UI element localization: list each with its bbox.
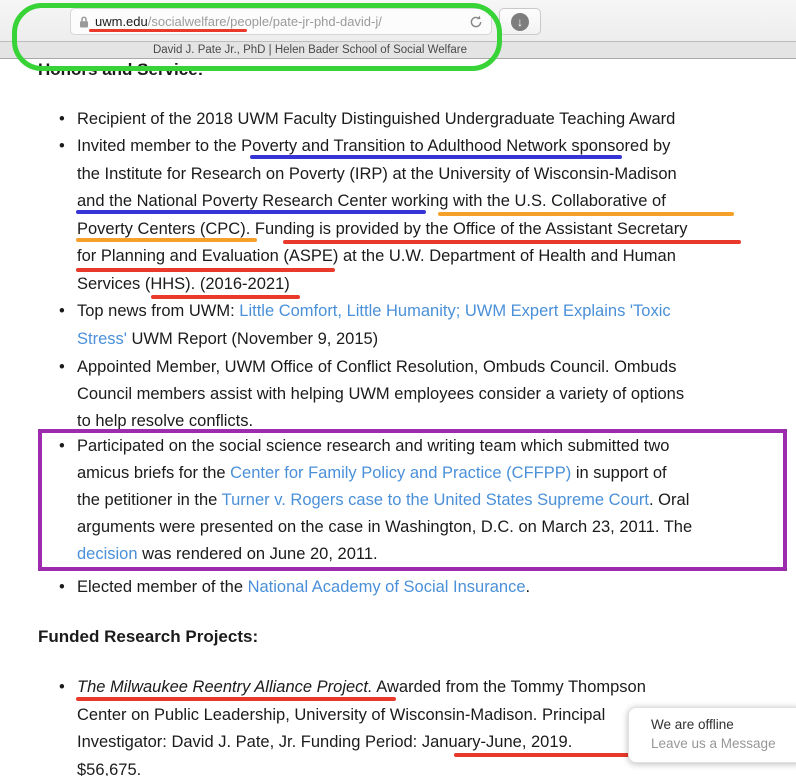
text-segment: Invited member to the Poverty and Transition to Adulthood Network sponsored by <box>77 137 671 155</box>
list-item-line <box>59 678 777 697</box>
bullet-icon: • <box>59 137 65 155</box>
text-segment: and the National Poverty Research Center working with the U.S. Collaborative of <box>77 192 666 210</box>
list-item-line <box>59 437 777 456</box>
list-item-line <box>77 761 777 776</box>
lock-icon <box>78 15 90 29</box>
chat-status-text: We are offline <box>651 717 734 732</box>
text-segment: Center on Public Leadership, University of Wisconsin-Madison. Principal <box>77 706 606 724</box>
text-segment: $56,675. <box>77 761 142 776</box>
text-segment: for Planning and Evaluation (ASPE) at the U.W. Department of Health and Human <box>77 247 676 265</box>
list-item-line <box>77 275 777 294</box>
section-heading-honors: Honors and Service: <box>38 60 204 79</box>
bullet-icon: • <box>59 678 65 696</box>
text-segment: the petitioner in the <box>77 491 222 509</box>
bullet-icon: • <box>59 110 65 128</box>
list-item-line <box>77 330 777 349</box>
bullet-icon: • <box>59 358 65 376</box>
tab-bar <box>0 41 796 59</box>
inline-link[interactable]: Turner v. Rogers case to the United States Supreme Court <box>221 491 650 509</box>
text-segment: amicus briefs for the <box>77 464 231 482</box>
text-segment: Awarded from the Tommy Thompson <box>372 678 646 696</box>
downloads-button[interactable] <box>499 8 541 35</box>
inline-link[interactable]: Little Comfort, Little Humanity; UWM Expert Explains 'Toxic <box>239 302 671 320</box>
list-item-line <box>59 137 777 156</box>
text-segment: to help resolve conflicts. <box>77 412 254 430</box>
list-item-line <box>77 192 777 211</box>
browser-toolbar <box>0 0 796 41</box>
text-segment: Services (HHS). (2016-2021) <box>77 275 290 293</box>
list-item-line <box>77 518 777 537</box>
text-segment: Top news from UWM: <box>77 302 240 320</box>
url-path: /socialwelfare/people/pate-jr-phd-david-j/ <box>147 14 382 29</box>
list-item-line <box>77 464 777 483</box>
text-segment: Elected member of the <box>77 578 248 596</box>
list-item-line <box>77 220 777 239</box>
list-item-line <box>77 491 777 510</box>
text-segment: Participated on the social science research and writing team which submitted two <box>77 437 670 455</box>
text-segment: was rendered on June 20, 2011. <box>137 545 378 563</box>
section-heading-funded: Funded Research Projects: <box>38 627 259 646</box>
list-item-line <box>77 247 777 266</box>
text-segment: Investigator: David J. Pate, Jr. Funding Period: January-June, 2019. <box>77 733 573 751</box>
text-segment: the Institute for Research on Poverty (IRP) at the University of Wisconsin-Madison <box>77 165 677 183</box>
inline-link[interactable]: National Academy of Social Insurance <box>247 578 526 596</box>
list-item-line <box>59 358 777 377</box>
text-segment: Appointed Member, UWM Office of Conflict Resolution, Ombuds Council. Ombuds <box>77 358 677 376</box>
bullet-icon: • <box>59 578 65 596</box>
address-bar[interactable] <box>70 8 492 35</box>
list-item-line <box>59 302 777 321</box>
download-icon <box>511 13 529 31</box>
inline-link[interactable]: Center for Family Policy and Practice (CFFPP) <box>230 464 572 482</box>
list-item-line <box>77 412 777 431</box>
text-segment: . Oral <box>649 491 690 509</box>
text-segment: Recipient of the 2018 UWM Faculty Distinguished Undergraduate Teaching Award <box>77 110 676 128</box>
url-text <box>95 14 382 29</box>
list-item-line <box>59 110 777 129</box>
tab-title[interactable]: David J. Pate Jr., PhD | Helen Bader School of Social Welfare <box>152 44 468 56</box>
list-item-line <box>59 578 777 597</box>
list-item-line <box>77 545 777 564</box>
inline-link[interactable]: Stress' <box>77 330 127 348</box>
text-segment: Poverty Centers (CPC). Funding is provided by the Office of the Assistant Secretary <box>77 220 688 238</box>
bullet-icon: • <box>59 302 65 320</box>
text-segment: Council members assist with helping UWM employees consider a variety of options <box>77 385 685 403</box>
text-segment: arguments were presented on the case in Washington, D.C. on March 23, 2011. The <box>77 518 693 536</box>
chat-widget[interactable] <box>628 707 796 763</box>
bullet-icon: • <box>59 437 65 455</box>
reload-icon[interactable] <box>467 13 485 31</box>
text-segment: in support of <box>571 464 667 482</box>
url-domain: uwm.edu <box>95 14 148 29</box>
list-item-line <box>77 165 777 184</box>
list-item-line <box>77 385 777 404</box>
inline-link[interactable]: decision <box>77 545 138 563</box>
text-segment: . <box>525 578 531 596</box>
italic-text: The Milwaukee Reentry Alliance Project. <box>77 678 373 696</box>
text-segment: UWM Report (November 9, 2015) <box>126 330 379 348</box>
chat-leave-message-link[interactable]: Leave us a Message <box>651 736 776 751</box>
